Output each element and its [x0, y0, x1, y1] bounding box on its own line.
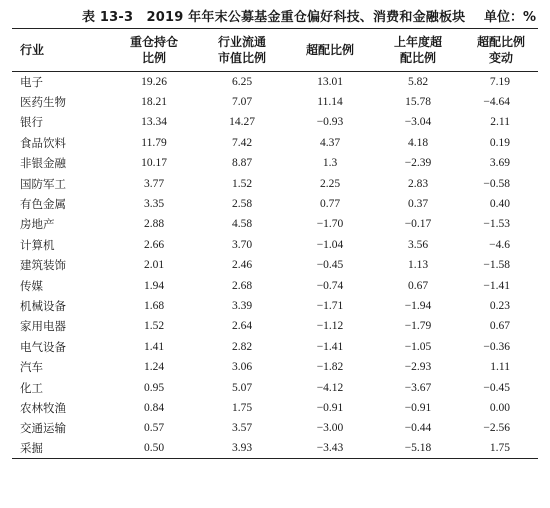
value-cell: 11.79 — [141, 136, 167, 149]
value-cell: −2.93 — [404, 361, 432, 374]
value-cell: 0.57 — [143, 422, 165, 435]
value-cell: 1.75 — [489, 442, 510, 455]
value-cell: 4.18 — [407, 136, 429, 149]
value-cell: −1.70 — [316, 218, 344, 231]
table-row — [12, 214, 538, 234]
table-row — [12, 296, 538, 316]
value-cell: 0.84 — [143, 401, 165, 414]
industry-name-cell: 采掘 — [20, 441, 43, 456]
value-cell: 1.68 — [143, 299, 165, 312]
column-header-line: 配比例 — [399, 51, 436, 65]
industry-name-cell: 电子 — [20, 74, 43, 89]
value-cell: 0.50 — [143, 442, 165, 455]
value-cell: −3.00 — [316, 422, 344, 435]
value-cell: −0.93 — [316, 116, 344, 129]
value-cell: 2.11 — [490, 116, 510, 129]
column-header-line: 市值比例 — [217, 51, 266, 65]
value-cell: 15.78 — [405, 96, 431, 109]
value-cell: −1.94 — [404, 299, 432, 312]
value-cell: 2.25 — [319, 177, 341, 190]
table-row — [12, 173, 538, 193]
value-cell: 3.70 — [231, 238, 253, 251]
table-row — [12, 275, 538, 295]
value-cell: 1.52 — [143, 320, 165, 333]
industry-name-cell: 汽车 — [20, 360, 43, 375]
value-cell: 1.94 — [143, 279, 165, 292]
value-cell: 1.41 — [143, 340, 165, 353]
value-cell: −2.56 — [483, 422, 510, 435]
value-cell: 1.13 — [407, 259, 429, 272]
industry-name-cell: 食品饮料 — [20, 135, 66, 150]
column-header — [196, 29, 288, 72]
value-cell: 18.21 — [141, 96, 167, 109]
value-cell: −0.45 — [483, 381, 510, 394]
value-cell: 14.27 — [229, 116, 255, 129]
industry-name-cell: 农林牧渔 — [20, 400, 66, 415]
table-row — [12, 439, 538, 459]
value-cell: 0.77 — [319, 198, 341, 211]
table-body — [12, 72, 538, 459]
value-cell: 3.06 — [231, 361, 253, 374]
value-cell: 0.95 — [143, 381, 165, 394]
value-cell: 3.35 — [143, 198, 165, 211]
industry-name-cell: 家用电器 — [20, 319, 66, 334]
value-cell: 2.01 — [143, 259, 165, 272]
value-cell: −0.74 — [316, 279, 344, 292]
value-cell: −3.04 — [404, 116, 432, 129]
column-header-line: 变动 — [488, 51, 513, 65]
value-cell: 2.68 — [231, 279, 253, 292]
industry-name-cell: 计算机 — [20, 237, 55, 252]
column-header — [112, 29, 196, 72]
value-cell: −1.12 — [316, 320, 344, 333]
industry-name-cell: 机械设备 — [20, 298, 66, 313]
column-header-line: 重仓持仓 — [129, 35, 178, 49]
table-row — [12, 255, 538, 275]
industry-name-cell: 传媒 — [20, 278, 43, 293]
value-cell: −1.79 — [404, 320, 432, 333]
value-cell: 0.00 — [489, 401, 510, 414]
table-row — [12, 398, 538, 418]
value-cell: −1.71 — [316, 299, 344, 312]
value-cell: 0.40 — [489, 198, 510, 211]
table-row — [12, 357, 538, 377]
table-row — [12, 133, 538, 153]
value-cell: 3.39 — [231, 299, 253, 312]
value-cell: 2.46 — [231, 259, 253, 272]
value-cell: 13.34 — [141, 116, 167, 129]
value-cell: −1.41 — [483, 279, 510, 292]
value-cell: 7.42 — [231, 136, 253, 149]
table-row — [12, 316, 538, 336]
value-cell: −1.04 — [316, 238, 344, 251]
value-cell: 2.58 — [231, 198, 253, 211]
value-cell: 0.23 — [489, 299, 510, 312]
industry-name-cell: 建筑装饰 — [20, 258, 66, 273]
value-cell: 0.67 — [489, 320, 510, 333]
table-title: 表 13-3 2019 年年末公募基金重仓偏好科技、消费和金融板块 — [82, 10, 466, 25]
value-cell: 7.07 — [231, 96, 253, 109]
value-cell: 2.82 — [231, 340, 253, 353]
value-cell: 4.58 — [231, 218, 253, 231]
industry-name-cell: 非银金融 — [20, 156, 66, 171]
value-cell: −4.12 — [316, 381, 344, 394]
value-cell: 3.77 — [143, 177, 165, 190]
column-header-line: 超配比例 — [476, 35, 525, 49]
value-cell: 5.07 — [231, 381, 253, 394]
value-cell: 10.17 — [141, 157, 167, 170]
table-row — [12, 418, 538, 438]
table-header-row — [12, 29, 538, 72]
value-cell: 5.82 — [407, 75, 429, 88]
value-cell: 1.3 — [322, 157, 338, 170]
value-cell: −4.6 — [489, 238, 510, 251]
value-cell: 3.93 — [231, 442, 253, 455]
column-header-line: 超配比例 — [305, 43, 354, 57]
industry-name-cell: 房地产 — [20, 217, 55, 232]
fund-holdings-table — [12, 28, 538, 459]
value-cell: 0.19 — [489, 136, 510, 149]
column-header — [12, 29, 112, 72]
value-cell: 3.57 — [231, 422, 253, 435]
value-cell: 1.52 — [231, 177, 253, 190]
column-header-line: 行业流通 — [217, 35, 266, 49]
value-cell: 2.64 — [231, 320, 253, 333]
industry-name-cell: 交通运输 — [20, 421, 66, 436]
table-row — [12, 337, 538, 357]
industry-name-cell: 医药生物 — [20, 95, 66, 110]
column-header-line: 比例 — [141, 51, 166, 65]
value-cell: 2.88 — [143, 218, 165, 231]
value-cell: −0.45 — [316, 259, 344, 272]
value-cell: −0.91 — [404, 401, 432, 414]
value-cell: 1.11 — [490, 361, 510, 374]
value-cell: −0.17 — [404, 218, 432, 231]
value-cell: 4.37 — [319, 136, 341, 149]
column-header-line: 上年度超 — [393, 35, 442, 49]
value-cell: −1.53 — [483, 218, 510, 231]
value-cell: −0.44 — [404, 422, 432, 435]
value-cell: 0.37 — [407, 198, 429, 211]
industry-name-cell: 有色金属 — [20, 197, 66, 212]
value-cell: −4.64 — [483, 96, 510, 109]
value-cell: 3.69 — [489, 157, 510, 170]
unit-label: 单位：% — [483, 10, 536, 25]
table-row — [12, 112, 538, 132]
table-row — [12, 72, 538, 92]
value-cell: 11.14 — [317, 96, 343, 109]
value-cell: 6.25 — [231, 75, 253, 88]
value-cell: 13.01 — [317, 75, 343, 88]
value-cell: 0.67 — [407, 279, 429, 292]
value-cell: −3.43 — [316, 442, 344, 455]
value-cell: −5.18 — [404, 442, 432, 455]
value-cell: −0.36 — [483, 340, 510, 353]
table-row — [12, 92, 538, 112]
value-cell: 2.66 — [143, 238, 165, 251]
table-row — [12, 194, 538, 214]
value-cell: −1.41 — [316, 340, 344, 353]
table-row — [12, 153, 538, 173]
industry-name-cell: 化工 — [20, 380, 43, 395]
value-cell: 7.19 — [489, 75, 510, 88]
column-header — [288, 29, 372, 72]
column-header — [464, 29, 538, 72]
value-cell: 2.83 — [407, 177, 429, 190]
value-cell: 8.87 — [231, 157, 253, 170]
table-row — [12, 235, 538, 255]
value-cell: −1.82 — [316, 361, 344, 374]
value-cell: 1.75 — [231, 401, 253, 414]
value-cell: −2.39 — [404, 157, 432, 170]
industry-name-cell: 电气设备 — [20, 339, 66, 354]
value-cell: −0.58 — [483, 177, 510, 190]
value-cell: −3.67 — [404, 381, 432, 394]
table-caption — [12, 6, 538, 28]
value-cell: 3.56 — [407, 238, 429, 251]
value-cell: 1.24 — [143, 361, 165, 374]
value-cell: −0.91 — [316, 401, 344, 414]
value-cell: −1.58 — [483, 259, 510, 272]
column-header — [372, 29, 464, 72]
industry-name-cell: 银行 — [20, 115, 43, 130]
table-row — [12, 377, 538, 397]
industry-name-cell: 国防军工 — [20, 176, 66, 191]
value-cell: 19.26 — [141, 75, 167, 88]
column-header-line: 行业 — [20, 43, 45, 57]
value-cell: −1.05 — [404, 340, 432, 353]
